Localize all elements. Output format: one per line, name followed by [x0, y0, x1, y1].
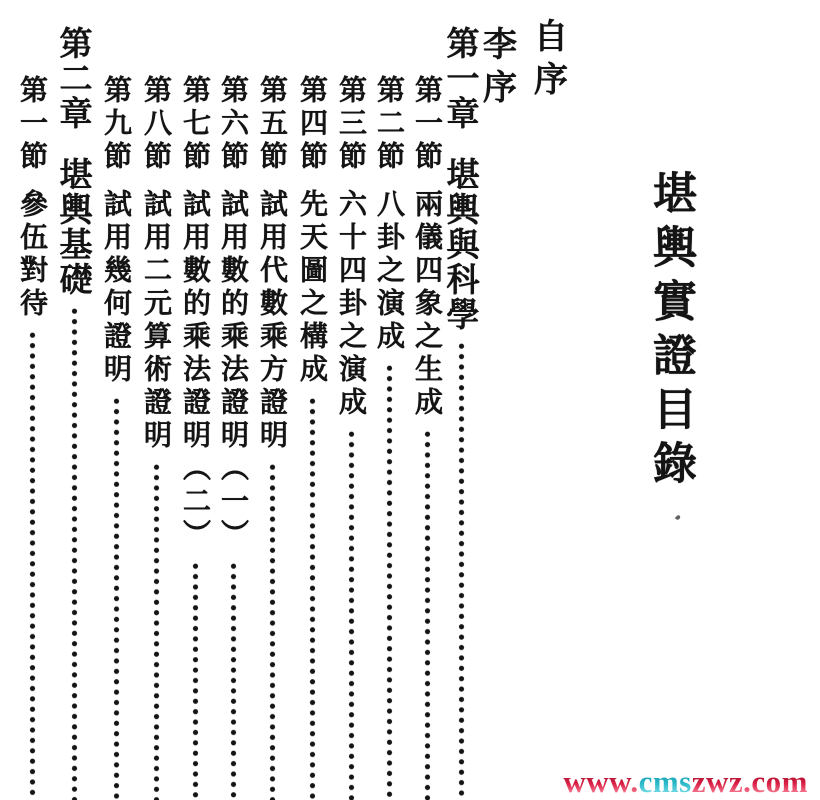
- entry-title: 試用代數乘方證明: [256, 189, 289, 453]
- entry-title: 先天圖之構成: [296, 189, 329, 387]
- entry-label: 第一章: [441, 26, 481, 131]
- dotted-leader: [153, 462, 160, 800]
- toc-entry-section: [335, 0, 368, 800]
- entry-title: 堪輿與科學: [441, 157, 481, 332]
- entry-label: 第七節: [179, 75, 212, 174]
- dotted-leader: [71, 306, 78, 800]
- toc-entry-section: [373, 0, 406, 800]
- entry-label: 第一節: [16, 75, 49, 174]
- entry-title: 兩儀四象之生成: [411, 189, 444, 420]
- entry-title: 試用數的乘法證明（一）: [217, 189, 250, 552]
- toc-entry-section: [411, 0, 444, 800]
- watermark-mid: cms: [638, 764, 692, 799]
- entry-label: 第三節: [335, 75, 368, 174]
- entry-title: 八卦之演成: [373, 189, 406, 354]
- entry-title: 六十四卦之演成: [335, 189, 368, 420]
- dotted-leader: [29, 330, 36, 800]
- entry-title: 堪輿基礎: [54, 157, 94, 297]
- watermark-url: [563, 766, 808, 797]
- table-of-contents: [16, 0, 568, 800]
- dotted-leader: [348, 429, 355, 800]
- dotted-leader: [309, 396, 316, 800]
- dotted-leader: [458, 341, 465, 800]
- toc-entry-section: [179, 0, 212, 800]
- entry-label: 第二章: [54, 26, 94, 131]
- dotted-leader: [386, 363, 393, 800]
- watermark-prefix: www.: [563, 764, 639, 799]
- entry-title: 參伍對待: [16, 189, 49, 321]
- entry-label: 第五節: [256, 75, 289, 174]
- toc-entry-li-preface: [476, 0, 517, 800]
- entry-label: 第六節: [217, 75, 250, 174]
- entry-title: 試用數的乘法證明（二）: [179, 189, 212, 552]
- dotted-leader: [230, 561, 237, 800]
- entry-label: 第一節: [411, 75, 444, 174]
- entry-title: 試用二元算術證明: [140, 189, 173, 453]
- dotted-leader: [424, 429, 431, 800]
- toc-entry-section: [16, 0, 49, 800]
- toc-entry-chapter-1: [441, 0, 481, 800]
- dotted-leader: [192, 561, 199, 800]
- toc-entry-section: [296, 0, 329, 800]
- toc-entry-chapter-2: [54, 0, 94, 800]
- scan-artifact-dot: [675, 514, 681, 520]
- toc-entry-section: [256, 0, 289, 800]
- toc-entry-section: [217, 0, 250, 800]
- entry-label: 第八節: [140, 75, 173, 174]
- book-title: 堪輿實證目錄: [645, 170, 696, 494]
- entry-label: 自序: [527, 18, 568, 104]
- entry-title: 試用幾何證明: [100, 189, 133, 387]
- dotted-leader: [269, 462, 276, 800]
- entry-label: 第九節: [100, 75, 133, 174]
- entry-label: 李序: [476, 26, 517, 112]
- watermark-suffix: zwz.com: [691, 764, 808, 799]
- toc-entry-section: [140, 0, 173, 800]
- toc-entry-section: [100, 0, 133, 800]
- dotted-leader: [113, 396, 120, 800]
- toc-entry-self-preface: [527, 0, 568, 800]
- entry-label: 第四節: [296, 75, 329, 174]
- entry-label: 第二節: [373, 75, 406, 174]
